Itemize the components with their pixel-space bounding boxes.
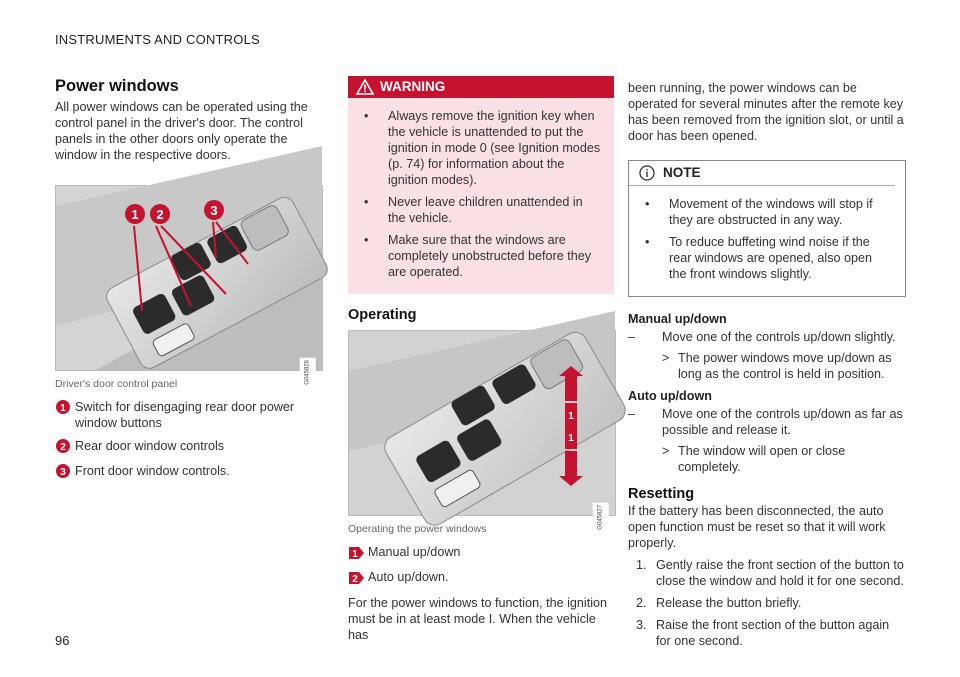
svg-text:3: 3: [60, 467, 66, 478]
figure-caption: Operating the power windows: [348, 523, 487, 535]
svg-text:1: 1: [568, 433, 574, 444]
note-body: [629, 186, 905, 296]
note-text: To reduce buffeting wind noise if the rear windows are opened, also open the front windows slightly.: [669, 235, 873, 281]
legend-text: Manual up/down: [368, 545, 461, 559]
warning-triangle-icon: [356, 79, 374, 95]
number-marker: [55, 438, 75, 456]
reset-intro: If the battery has been disconnected, the auto open function must be reset so that it will work properly.: [628, 504, 886, 550]
operating-heading: Operating: [348, 307, 417, 323]
auto-heading: Auto up/down: [628, 389, 712, 403]
legend-item: [55, 399, 323, 431]
column-1: [55, 76, 323, 481]
reset-step: [628, 595, 906, 611]
result-text: The power windows move up/down as long as the control is held in position.: [678, 351, 892, 381]
number-marker: [348, 569, 368, 587]
bullet: •: [364, 233, 369, 247]
svg-text:1: 1: [131, 207, 139, 222]
manual-result: [628, 350, 906, 382]
step-text: Raise the front section of the button again for one second.: [656, 618, 890, 648]
bullet: •: [645, 235, 650, 249]
svg-text:1: 1: [352, 549, 358, 560]
warning-body: [348, 98, 614, 294]
warning-item: [360, 232, 602, 280]
info-icon: [639, 165, 655, 181]
result-marker: >: [662, 444, 670, 458]
legend-item: [348, 544, 614, 562]
warning-title: WARNING: [380, 79, 446, 94]
result-marker: >: [662, 351, 670, 365]
manual-step: [628, 329, 906, 345]
note-title: NOTE: [663, 165, 701, 180]
step-number: 2.: [636, 596, 647, 610]
bullet: •: [364, 195, 369, 209]
number-marker: [348, 544, 368, 562]
note-box: [628, 160, 906, 297]
legend-item: [55, 463, 323, 481]
door-panel-illustration: [56, 186, 322, 370]
section-header: INSTRUMENTS AND CONTROLS: [55, 32, 260, 47]
svg-text:1: 1: [568, 411, 574, 422]
continued-paragraph: been running, the power windows can be operated for several minutes after the remote key has been removed from the ignition slot, or until a door has been opened.: [628, 81, 904, 143]
svg-text:1: 1: [60, 403, 66, 414]
column-3: [628, 80, 906, 649]
figure-code: G045827: [593, 503, 609, 532]
dash: –: [628, 407, 636, 421]
result-text: The window will open or close completely.: [678, 444, 846, 474]
resetting-heading: Resetting: [628, 486, 695, 502]
warning-item: [360, 108, 602, 188]
reset-step: [628, 617, 906, 649]
svg-text:2: 2: [60, 442, 66, 453]
step-number: 3.: [636, 618, 647, 632]
note-item: [641, 196, 893, 228]
figure-code: G045826: [300, 358, 316, 387]
svg-text:3: 3: [210, 203, 218, 218]
auto-result: [628, 443, 906, 475]
warning-box: [348, 76, 614, 294]
legend-text: Front door window controls.: [75, 464, 230, 478]
note-item: [641, 234, 893, 282]
legend-item: [55, 438, 323, 456]
legend-text: Auto up/down.: [368, 570, 449, 584]
figure-caption: Driver's door control panel: [55, 378, 178, 390]
step-text: Move one of the controls up/down slightly.: [662, 330, 896, 344]
warning-item: [360, 194, 602, 226]
warning-header: [348, 76, 614, 98]
bullet: •: [364, 109, 369, 123]
number-marker: [55, 399, 75, 417]
warning-text: Always remove the ignition key when the vehicle is unattended to put the ignition in mode 0 (see Ignition modes (p. 74) for information about the ignition modes).: [388, 109, 601, 187]
note-header: [629, 161, 895, 186]
step-text: Release the button briefly.: [656, 596, 802, 610]
legend-text: Rear door window controls: [75, 439, 225, 453]
dash: –: [628, 330, 636, 344]
manual-heading: Manual up/down: [628, 312, 727, 326]
reset-step: [628, 557, 906, 589]
warning-text: Never leave children unattended in the vehicle.: [388, 195, 583, 225]
legend-item: [348, 569, 614, 587]
note-text: Movement of the windows will stop if they are obstructed in any way.: [669, 197, 873, 227]
intro-paragraph: All power windows can be operated using the control panel in the driver's door. The control panels in the other doors only operate the window in the respective doors.: [55, 100, 308, 162]
number-marker: [55, 463, 75, 481]
step-text: Gently raise the front section of the button to close the window and hold it for one second.: [656, 558, 904, 588]
operating-illustration: [349, 331, 615, 515]
svg-text:2: 2: [352, 574, 358, 585]
bullet: •: [645, 197, 650, 211]
page-number: 96: [55, 633, 70, 648]
warning-text: Make sure that the windows are completely unobstructed before they are operated.: [388, 233, 592, 279]
step-number: 1.: [636, 558, 647, 572]
column-2: [348, 76, 614, 643]
legend-text: Switch for disengaging rear door power window buttons: [75, 400, 295, 430]
step-text: Move one of the controls up/down as far as possible and release it.: [662, 407, 903, 437]
body-paragraph: For the power windows to function, the ignition must be in at least mode I. When the vehicle has: [348, 596, 608, 642]
svg-text:2: 2: [156, 207, 164, 222]
page-title: Power windows: [55, 77, 179, 95]
auto-step: [628, 406, 906, 438]
